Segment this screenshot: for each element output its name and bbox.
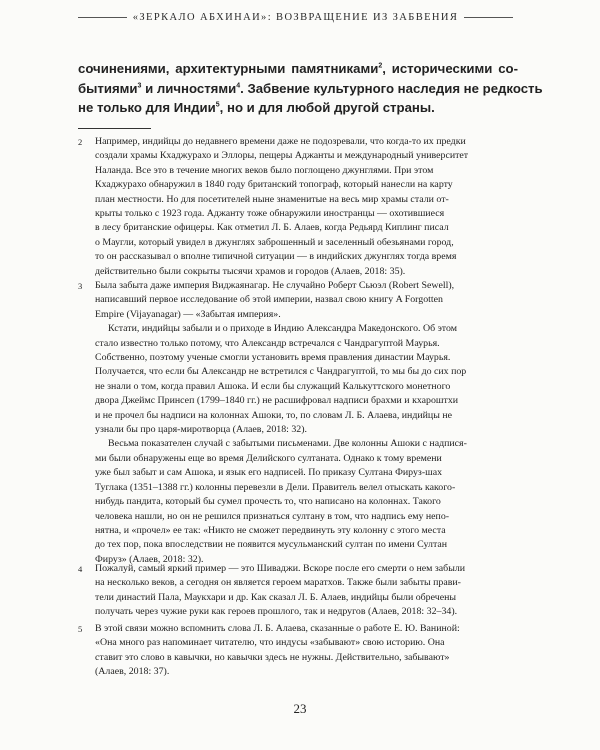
footnote-line: уже был забыт и сам Ашока, и язык его надписей. По приказу Султана Фируз-шах <box>95 467 443 479</box>
text-run: сочинениями, архитектурными памятниками <box>78 61 379 76</box>
footnote-ref[interactable]: 2 <box>378 62 383 70</box>
footnote-line: не знали о том, когда правил Ашока. И если бы служащий Калькуттского монетного <box>95 380 451 392</box>
footnote-line: Например, индийцы до недавнего времени даже не подозревали, что когда-то их предки <box>95 136 466 147</box>
footnote-line: нибудь пандита, который бы сумел прочесть то, что написано на колоннах. Такого <box>95 496 441 508</box>
main-text-line <box>78 98 518 118</box>
footnote-line: крыты только с 1923 года. Аджанту тоже обнаружили иностранцы — охотившиеся <box>95 208 445 220</box>
footnote-number: 5 <box>78 624 83 634</box>
running-header <box>78 12 513 23</box>
footnote-line: Была забыта даже империя Виджаянагар. Не случайно Роберт Сьюэл (Robert Sewell), <box>95 280 455 291</box>
main-text-line <box>78 79 543 99</box>
footnote-line: ставит это слово в кавычки, но кавычки здесь не нужны. Действительно, забывают» <box>95 651 450 663</box>
footnote-line: нятна, и «прочел» ее так: «Никто не сможет передвинуть эту колонну с этого места <box>95 524 446 536</box>
footnote-line: действительно были сокрыты тысячи храмов и городов (Алаев, 2018: 35). <box>95 265 406 277</box>
footnote-line: Собственно, поэтому ученые смогли установить время правления династии Маурья. <box>95 352 451 364</box>
footnote-separator <box>78 128 151 129</box>
header-rule-left <box>78 17 127 18</box>
footnote-line: узнали бы про царя-миротворца (Алаев, 2018: 32). <box>95 424 307 436</box>
footnote-line: Кстати, индийцы забыли и о приходе в Индию Александра Македонского. Об этом <box>108 323 457 335</box>
footnote-line: Empire (Vijayanagar) — «Забытая империя». <box>95 308 281 320</box>
text-run: не только для Индии <box>78 100 216 115</box>
footnote-line: В этой связи можно вспомнить слова Л. Б. Алаева, сказанные о работе Е. Ю. Ваниной: <box>95 623 460 634</box>
footnote-5 <box>78 622 518 680</box>
footnote-line: на несколько веков, а сегодня он является героем маратхов. Также были забыты прави- <box>95 577 461 589</box>
footnote-line: (Алаев, 2018: 37). <box>95 666 170 678</box>
footnote-line: план местности. Но для посетителей ныне знаменитые на весь мир храмы стали от- <box>95 193 449 205</box>
text-run: и личностями <box>141 80 237 96</box>
footnote-line: и не прочел бы надписи на колоннах Ашоки, то, по словам Л. Б. Алаева, индийцы не <box>95 409 452 421</box>
footnote-line: ми были обнаружены еще во время Делийского султаната. Однако к тому времени <box>95 452 442 464</box>
footnote-line: создали храмы Кхаджурахо и Эллоры, пещеры Аджанты и международный университет <box>95 150 469 162</box>
footnote-line: Весьма показателен случай с забытыми письменами. Две колонны Ашоки с надпися- <box>108 438 467 450</box>
header-rule-right <box>464 17 513 18</box>
running-header-title: «ЗЕРКАЛО АБХИНАИ»: ВОЗВРАЩЕНИЕ ИЗ ЗАБВЕНИЯ <box>132 12 459 23</box>
text-run: . Забвение культурного наследия не редкость <box>240 80 543 96</box>
footnote-2 <box>78 135 518 279</box>
footnote-ref[interactable]: 5 <box>215 101 220 109</box>
footnote-number: 3 <box>78 281 83 291</box>
footnote-number: 4 <box>78 564 83 574</box>
footnote-ref[interactable]: 3 <box>137 82 142 90</box>
page-number: 23 <box>293 701 307 716</box>
footnote-line: то он рассказывал о вполне типичной ситуации — в индийских джунглях тогда время <box>95 251 457 263</box>
footnote-line: в лесу британские офицеры. Как отметил Л. Б. Алаев, когда Редьярд Киплинг писал <box>95 222 449 234</box>
footnote-ref[interactable]: 4 <box>236 82 241 90</box>
footnote-line: двора Джеймс Принсеп (1799–1840 гг.) не расшифровал надписи брахми и кхароштхи <box>95 395 459 407</box>
footnote-line: Туглака (1351–1388 гг.) колонны перевезли в Дели. Правитель велел отыскать какого- <box>95 481 456 493</box>
footnote-line: получать через чужие руки как героев прошлого, так и недругов (Алаев, 2018: 32–34). <box>95 606 458 618</box>
footnote-line: до тех пор, пока впоследствии не появится мусульманский султан по имени Султан <box>95 539 448 551</box>
footnote-number: 2 <box>78 137 83 147</box>
footnote-line: Наланда. Все это в течение многих веков было поглощено джунглями. При этом <box>95 164 434 176</box>
main-text <box>78 59 543 118</box>
footnote-line: Пожалуй, самый яркий пример — это Шиваджи. Вскоре после его смерти о нем забыли <box>95 563 466 574</box>
text-run: , историческими со- <box>382 61 518 76</box>
main-text-line <box>78 59 518 79</box>
footnote-line: человека нашли, но он не решился признаться султану в том, что надпись ему непо- <box>95 510 450 522</box>
footnote-3 <box>78 279 518 567</box>
footnote-line: стало известно только потому, что Александр встречался с Чандрагуптой Маурья. <box>95 337 440 349</box>
footnote-line: написавший первое исследование об этой империи, назвал свою книгу A Forgotten <box>95 294 443 306</box>
text-run: , но и для любой другой страны. <box>219 100 435 115</box>
footnote-line: о Маугли, который увидел в джунглях заброшенный и заселенный обезьянами город, <box>95 236 454 248</box>
footnote-line: тели династий Пала, Маукхари и др. Как сказал Л. Б. Алаев, индийцы были обречены <box>95 591 457 603</box>
footnote-4 <box>78 562 518 620</box>
footnote-line: «Она много раз напоминает читателю, что индусы «забывают» свою историю. Она <box>95 637 445 649</box>
text-run: бытиями <box>78 80 138 96</box>
footnote-line: Фируз» (Алаев, 2018: 32). <box>95 553 204 565</box>
footnote-line: Получается, что если бы Александр не встретился с Чандрагуптой, то мы бы до сих пор <box>95 366 467 378</box>
footnote-line: Кхаджурахо обнаружил в 1840 году британский топограф, который нанесли на карту <box>95 179 453 191</box>
